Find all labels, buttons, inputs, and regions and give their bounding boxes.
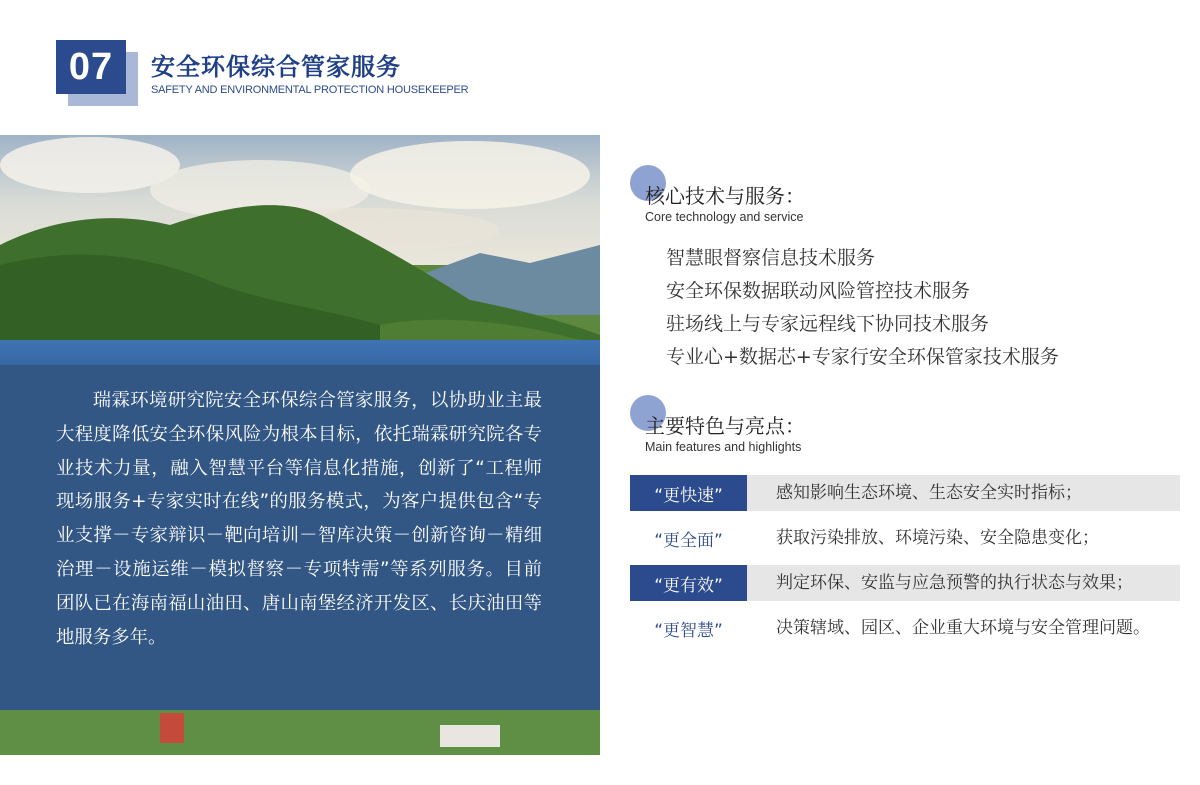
feature-row bbox=[630, 475, 1180, 511]
feature-row bbox=[630, 565, 1180, 601]
core-section-subtitle: Core technology and service bbox=[645, 210, 804, 224]
feature-tag: “更快速” bbox=[630, 475, 747, 511]
feature-description: 获取污染排放、环境污染、安全隐患变化； bbox=[776, 528, 1099, 548]
feature-row bbox=[630, 520, 1180, 556]
feature-tag: “更有效” bbox=[630, 565, 747, 601]
feature-description: 决策辖域、园区、企业重大环境与安全管理问题。 bbox=[776, 618, 1150, 638]
features-section-subtitle: Main features and highlights bbox=[645, 440, 802, 454]
feature-tag: “更全面” bbox=[654, 530, 723, 551]
features-section-title: 主要特色与亮点： bbox=[645, 414, 805, 438]
feature-row bbox=[630, 610, 1180, 646]
feature-description: 判定环保、安监与应急预警的执行状态与效果； bbox=[776, 573, 1133, 593]
feature-tag: “更智慧” bbox=[654, 620, 723, 641]
feature-description: 感知影响生态环境、生态安全实时指标； bbox=[776, 483, 1082, 503]
section-number-badge: 07 bbox=[56, 40, 126, 94]
page-title: 安全环保综合管家服务 bbox=[151, 53, 401, 81]
core-item: 专业心+数据芯+专家行安全环保管家技术服务 bbox=[666, 346, 1059, 368]
intro-paragraph: 瑞霖环境研究院安全环保综合管家服务，以协助业主最大程度降低安全环保风险为根本目标，依托瑞霖研究院各专业技术力量，融入智慧平台等信息化措施，创新了“工程师现场服务+专家实时在线”的服务模式，为客户提供包含“专业支撑－专家辩识－靶向培训－智库决策－创新咨询－精细治理－设施运维－模拟督察－专项特需”等系列服务。目前团队已在海南福山油田、唐山南堡经济开发区、长庆油田等地服务多年。 bbox=[56, 390, 542, 648]
page-subtitle: SAFETY AND ENVIRONMENTAL PROTECTION HOUSEKEEPER bbox=[151, 84, 469, 96]
core-item: 智慧眼督察信息技术服务 bbox=[666, 247, 876, 269]
core-item: 安全环保数据联动风险管控技术服务 bbox=[666, 280, 971, 302]
core-item: 驻场线上与专家远程线下协同技术服务 bbox=[666, 313, 990, 335]
core-section-title: 核心技术与服务： bbox=[645, 184, 805, 208]
